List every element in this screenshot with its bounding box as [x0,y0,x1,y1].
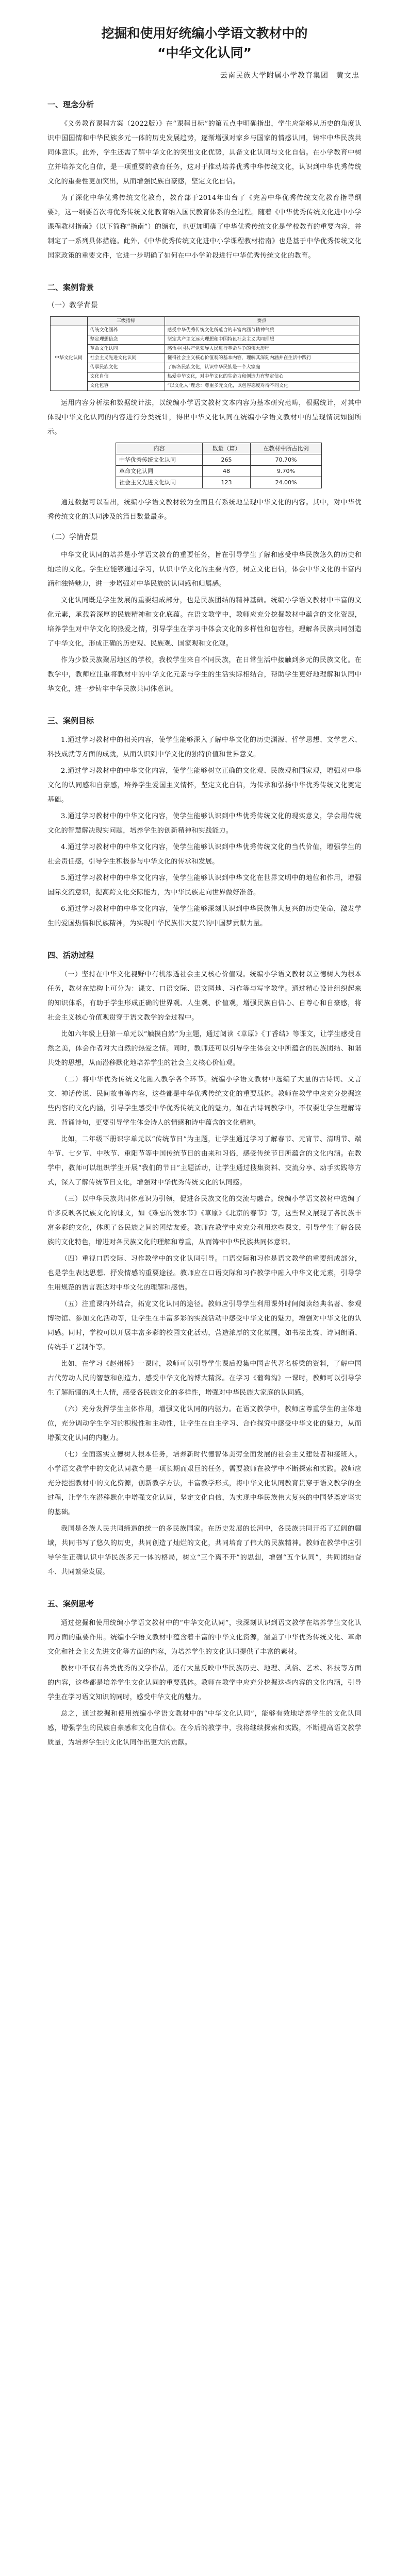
section-heading-5: 五、案例思考 [47,1599,94,1608]
table-cell: 革命文化认同 [116,466,203,477]
statistics-table [116,443,322,488]
paragraph: 通过挖掘和使用统编小学语文教材中的“中华文化认同”，我深刻认识到语文教学在培养学生文化认同方面的重要作用。统编小学语文教材中蕴含着丰富的中华文化资源，涵盖了中华优秀传统文化、革命文化和社会主义先进文化等方面的内容，为培养学生的文化认同提供了丰富的素材。 [47,1619,362,1656]
table-header-cell: 三级指标 [87,317,165,326]
paragraph: （四）重视口语交际、习作教学中的文化认同引导。口语交际和习作是语文教学的重要组成部分，也是学生表达思想、抒发情感的重要途径。教师应在口语交际和习作教学中融入中华文化元素，引导学生用规范的语言表达对中华文化的理解和感悟。 [47,1255,362,1292]
section-heading-2: 二、案例背景 [47,283,94,292]
paragraph: 中华文化认同的培养是小学语文教育的重要任务，旨在引导学生了解和感受中华民族悠久的历史和灿烂的文化。学生应能够通过学习，认识中华文化的主要内容，树立文化自信，体会中华文化的丰富内涵和独特魅力，进一步增强对中华民族的认同感和归属感。 [47,551,362,588]
table-cell: 265 [203,454,251,466]
table-row [50,354,359,363]
section-heading-1: 一、理念分析 [47,100,94,109]
title-line-1: 挖掘和使用好统编小学语文教材中的 [101,26,308,41]
table-row [50,326,359,335]
goal-item: 5.通过学习教材中的中华文化内容，使学生能够认识到中华文化在世界文明中的地位和作用，增强国际交流意识，提高跨文化交际能力，为中华民族走向世界做好准备。 [47,874,362,896]
table-cell: “以文化人”理念：尊重多元文化，以包容态度对待不同文化 [165,382,359,391]
paragraph: 作为少数民族聚居地区的学校，我校学生来自不同民族，在日常生活中接触到多元的民族文化。在教学中，教师应注重将教材中的中华文化元素与学生的生活实际相结合，帮助学生更好地理解和认同中华文化，进一步铸牢中华民族共同体意识。 [47,656,362,693]
table-row [50,345,359,354]
table-cell: 坚定共产主义远大理想和中国特色社会主义共同理想 [165,335,359,345]
goal-item: 3.通过学习教材中的中华文化内容，使学生能够认识到中华优秀传统文化的现实意义，学会用传统文化的智慧解决现实问题，培养学生的创新精神和实践能力。 [47,812,362,835]
paragraph: 比如，在学习《赵州桥》一课时，教师可以引导学生课后搜集中国古代著名桥梁的资料，了解中国古代劳动人民的智慧和创造力，感受中华文化的博大精深。在学习《葡萄沟》一课时，教师可以引导学生了解新疆的风土人情，感受各民族文化的多样性，增强对中华民族大家庭的认同感。 [47,1360,362,1397]
table-cell: 9.70% [250,466,321,477]
table-cell: 感受中华优秀传统文化所蕴含的丰富内涵与精神气质 [165,326,359,335]
article-title [47,24,362,63]
paragraph: （二）将中华优秀传统文化融入教学各个环节。统编小学语文教材中选编了大量的古诗词、文言文、神话传说、民间故事等内容，这些都是中华优秀传统文化的重要载体。教师在教学中应充分挖掘这些内容的文化内涵，引导学生感受中华优秀传统文化的魅力，如在古诗词教学中，不仅要让学生理解诗意、背诵诗句，更要引导学生体会诗人的情感和诗中蕴含的文化精神。 [47,1076,362,1127]
table-cell: 24.00% [250,477,321,488]
table-row [50,382,359,391]
goal-item: 6.通过学习教材中的中华文化内容，使学生能够深刻认识到中华民族伟大复兴的历史使命，激发学生的爱国热情和民族精神，为实现中华民族伟大复兴的中国梦贡献力量。 [47,905,362,927]
table-cell: 传统文化涵养 [87,326,165,335]
table-row [116,477,322,488]
table-cell: 文化包容 [87,382,165,391]
paragraph: （五）注重课内外结合，拓宽文化认同的途径。教师应引导学生利用课外时间阅读经典名著、参观博物馆、参加文化活动等，让学生在丰富多彩的实践活动中感受中华文化的魅力，增强对中华文化的认同感。同时，学校可以开展丰富多彩的校园文化活动，营造浓厚的文化氛围，如书法比赛、诗词朗诵、传统手工艺制作等。 [47,1300,362,1351]
section-heading-3: 三、案例目标 [47,716,94,725]
table-row [50,363,359,372]
section-heading-4: 四、活动过程 [47,951,94,960]
author-line: 云南民族大学附属小学教育集团 黄文忠 [220,72,359,80]
paragraph: 为了深化中华优秀传统文化教育，教育部于2014年出台了《完善中华优秀传统文化教育指导纲要》，这一纲要首次将优秀传统文化教育纳入国民教育体系的全过程。随着《中华优秀传统文化进中小学课程教材指南》（以下简称“指南”）的颁布，也更加明确了中华优秀传统文化是学校教育的重要内容，并制定了一系列具体措施。此外，《中华优秀传统文化进中小学课程教材指南》也是基于中华优秀传统文化国家政策的重要文件，它进一步明确了如何在中小学阶段进行中华优秀传统文化的教育。 [47,194,362,260]
indicator-table [50,316,359,391]
paragraph: 我国是各族人民共同缔造的统一的多民族国家。在历史发展的长河中，各民族共同开拓了辽阔的疆域，共同书写了悠久的历史，共同创造了灿烂的文化，共同培育了伟大的民族精神。教师在教学中应引导学生正确认识中华民族多元一体的格局，树立“三个离不开”的思想，增强“五个认同”，共同团结奋斗、共同繁荣发展。 [47,1525,362,1576]
table-cell: 懂得社会主义核心价值观的基本内容，理解其深刻内涵并在生活中践行 [165,354,359,363]
table-cell: 感悟中国共产党领导人民进行革命斗争的伟大历程 [165,345,359,354]
table-cell: 革命文化认同 [87,345,165,354]
table-cell: 热爱中华文化，对中华文化的生命力和创造力有坚定信心 [165,372,359,382]
table-cell: 文化自信 [87,372,165,382]
goal-item: 1.通过学习教材中的相关内容，使学生能够深入了解中华文化的历史渊源、哲学思想、文学艺术、科技成就等方面的成就，从而认识到中华文化的独特价值和世界意义。 [47,736,362,758]
paragraph: 比如六年级上册第一单元以“触摸自然”为主题，通过阅读《草原》《丁香结》等课文，让学生感受自然之美，体会作者对大自然的热爱之情。同时，教师还可以引导学生体会文中所蕴含的民族团结、和谐共处的思想，从而潜移默化地培养学生的社会主义核心价值观。 [47,1030,362,1067]
subheading-teaching-background: （一）教学背景 [47,301,98,310]
table-cell: 传承民族文化 [87,363,165,372]
paragraph: 《义务教育课程方案（2022版）》在“课程目标”的第五点中明确指出，学生应能够从历史的角度认识中国国情和中华民族多元一体的历史发展趋势，逐渐增强对家乡与国家的情感认同，铸牢中华民族共同体意识。此外，学生还需了解中华文化的突出文化优势，具备文化认同与文化自信。在小学教育中树立并培养文化自信，是一项重要的教育任务，这对于推动培养优秀中华传统文化，认识到中华优秀传统文化的重要性更加突出，从而增强民族自豪感，坚定文化自信。 [47,120,362,185]
table-header-cell [50,317,87,326]
paragraph: 比如，二年级下册识字单元以“传统节日”为主题，让学生通过学习了解春节、元宵节、清明节、端午节、七夕节、中秋节、重阳节等中国传统节日的由来和习俗，感受传统节日所蕴含的文化内涵。在教学中，教师可以组织学生开展“我们的节日”主题活动，让学生通过搜集资料、交流分享、动手实践等方式，深入了解传统节日文化，增强对中华优秀传统文化的认同感。 [47,1136,362,1187]
table-cell: 70.70% [250,454,321,466]
table-cell: 48 [203,466,251,477]
paragraph: 运用内容分析法和数据统计法，以统编小学语文教材文本内容为基本研究范畴，根据统计，对其中体现中华文化认同的内容进行分类统计，得出中华文化认同在统编小学语文教材中的呈现情况如图所示。 [47,399,362,436]
table-cell-category: 中华文化认同 [50,326,87,391]
table-row [116,454,322,466]
subheading-learner-background: （二）学情背景 [47,533,98,541]
table-cell: 社会主义先进文化认同 [116,477,203,488]
table-row [50,335,359,345]
title-line-2: “中华文化认同” [157,45,252,60]
paragraph: （三）以中华民族共同体意识为引领，促进各民族文化的交流与融合。统编小学语文教材中选编了许多反映各民族文化的课文，如《难忘的泼水节》《草原》《北京的春节》等，这些课文展现了各民族丰富多彩的文化，体现了各民族之间的团结友爱。教师在教学中应充分利用这些课文，引导学生了解各民族的文化特色，增进对各民族文化的理解和尊重，从而铸牢中华民族共同体意识。 [47,1195,362,1246]
table-header-cell: 在教材中所占比例 [250,443,321,454]
table-row [50,372,359,382]
paragraph: 教材中不仅有各类优秀的文学作品，还有大量反映中华民族历史、地理、风俗、艺术、科技等方面的内容，这些都是培养学生文化认同的重要载体。教师在教学中应充分挖掘这些内容的文化内涵，引导学生在学习语文知识的同时，感受中华文化的魅力。 [47,1665,362,1701]
table-header-cell: 内容 [116,443,203,454]
paragraph: 通过数据可以看出，统编小学语文教材较为全面且有系统地呈现中华文化的内容。其中，对中华优秀传统文化的认同涉及的篇目数量最多。 [47,499,362,521]
paragraph: 文化认同既是学生发展的重要组成部分，也是民族团结的精神基础。统编小学语文教材中丰富的文化元素，承载着深厚的民族精神和文化底蕴。在语文教学中，教师应充分挖掘教材中蕴含的文化资源，培养学生对中华文化的热爱之情，引导学生在学习中体会文化的多样性和包容性，理解各民族共同创造了中华文化，形成正确的历史观、民族观、国家观和文化观。 [47,597,362,648]
goal-item: 4.通过学习教材中的中华文化内容，使学生能够认识到中华优秀传统文化的当代价值，增强学生的社会责任感，引导学生积极参与中华文化的传承和发展。 [47,843,362,866]
table-cell: 123 [203,477,251,488]
paragraph: 总之，通过挖掘和使用统编小学语文教材中的“中华文化认同”，能够有效地培养学生的文化认同感，增强学生的民族自豪感和文化自信心。在今后的教学中，我将继续探索和实践，不断提高语文教学质量，为培养学生的文化认同作出更大的贡献。 [47,1710,362,1747]
paragraph: （七）全面落实立德树人根本任务，培养新时代德智体美劳全面发展的社会主义建设者和接班人。小学语文教学中的文化认同教育是一项长期而艰巨的任务，需要教师在教学中不断探索和实践。教师应充分挖掘教材中的文化资源，创新教学方法，丰富教学形式，将中华文化认同教育贯穿于语文教学的全过程，让学生在潜移默化中增强文化认同，坚定文化自信，为实现中华民族伟大复兴的中国梦奠定坚实的基础。 [47,1451,362,1516]
table-header-row [50,317,359,326]
table-row [116,466,322,477]
table-cell: 社会主义先进文化认同 [87,354,165,363]
paragraph: （六）充分发挥学生主体作用，增强文化认同的内驱力。在语文教学中，教师应尊重学生的主体地位，充分调动学生学习的积极性和主动性，让学生在自主学习、合作探究中感受中华文化的魅力，从而增强文化认同的内驱力。 [47,1405,362,1442]
table-header-cell: 数量（篇） [203,443,251,454]
table-cell: 坚定理想信念 [87,335,165,345]
goal-item: 2.通过学习教材中的中华文化内容，使学生能够树立正确的文化观、民族观和国家观，增强对中华文化的认同感和自豪感，培养学生爱国主义情怀，坚定文化自信，为传承和弘扬中华优秀传统文化奠定基础。 [47,767,362,804]
table-header-row [116,443,322,454]
table-cell: 中华优秀传统文化认同 [116,454,203,466]
paragraph: （一）坚持在中华文化视野中有机渗透社会主义核心价值观。统编小学语文教材以立德树人为根本任务，教材在结构上可分为：课文、口语交际、语文园地、习作等与写字教学。通过精心设计组织起来的知识体系，有助于学生形成正确的世界观、人生观、价值观，增强民族自信心、自尊心和自豪感，将社会主义核心价值观贯穿于语文教学的全过程中。 [47,971,362,1022]
table-cell: 了解各民族文化，认识中华民族是一个大家庭 [165,363,359,372]
table-header-cell: 要点 [165,317,359,326]
